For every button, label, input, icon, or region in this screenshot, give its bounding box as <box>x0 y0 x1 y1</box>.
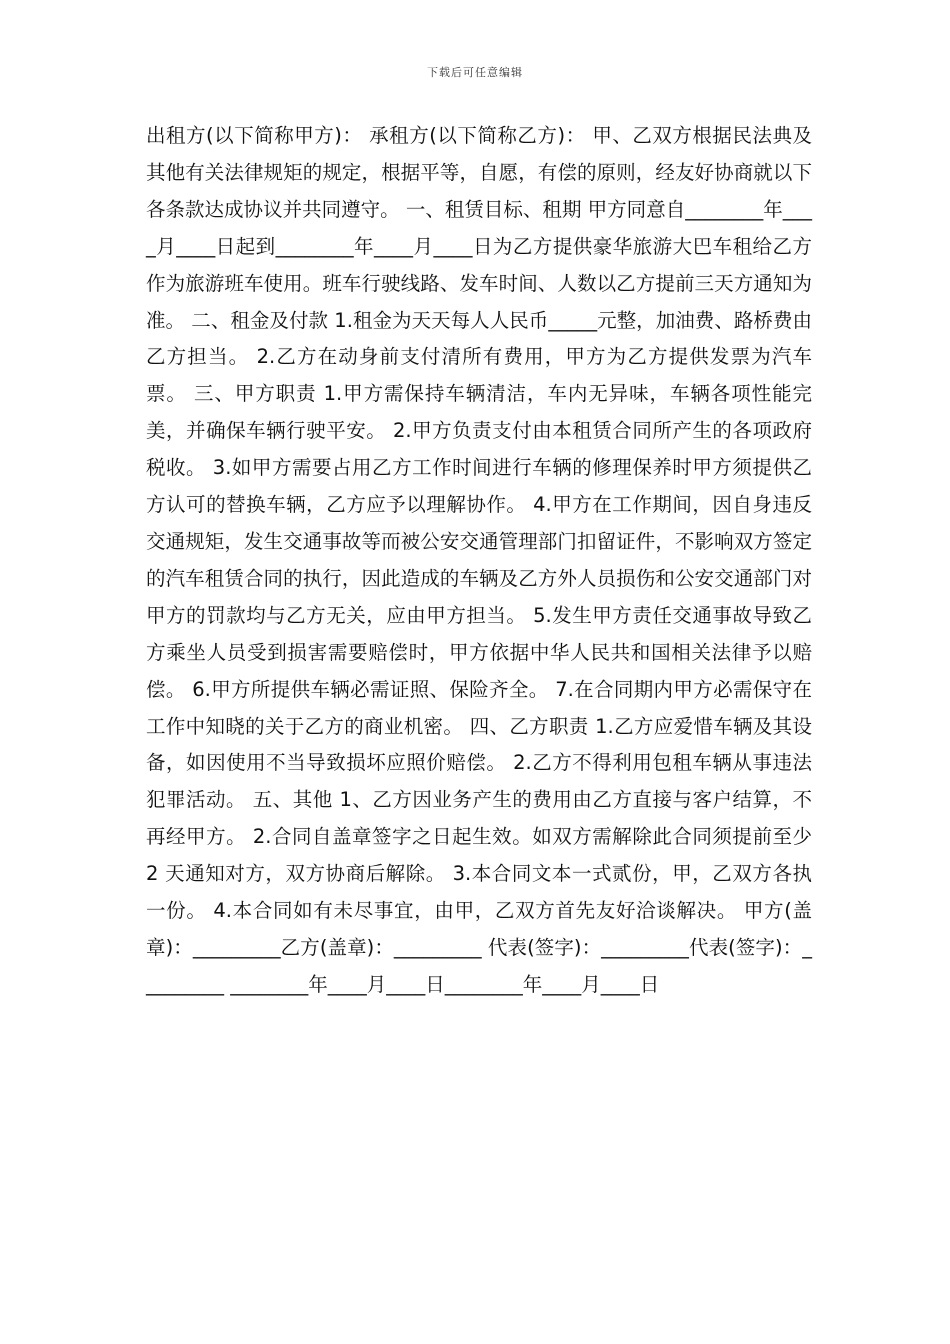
contract-body-text: 出租方(以下简称甲方)： 承租方(以下简称乙方)： 甲、乙双方根据民法典及其他有关法律规矩的规定，根据平等，自愿，有偿的原则，经友好协商就以下各条款达成协议并共同遵守。 一、租赁目标、租期 甲方同意自________年____月____日起到________年____月____日为乙方提供豪华旅游大巴车租给乙方作为旅游班车使用。班车行驶线路、发车时间、人数以乙方提前三天方通知为准。 二、租金及付款 1.租金为天天每人人民币_____元整，加油费、路桥费由乙方担当。 2.乙方在动身前支付清所有费用，甲方为乙方提供发票为汽车票。 三、甲方职责 1.甲方需保持车辆清洁，车内无异味，车辆各项性能完美，并确保车辆行驶平安。 2.甲方负责支付由本租赁合同所产生的各项政府税收。 3.如甲方需要占用乙方工作时间进行车辆的修理保养时甲方须提供乙方认可的替换车辆，乙方应予以理解协作。 4.甲方在工作期间，因自身违反交通规矩，发生交通事故等而被公安交通管理部门扣留证件，不影响双方签定的汽车租赁合同的执行，因此造成的车辆及乙方外人员损伤和公安交通部门对甲方的罚款均与乙方无关，应由甲方担当。 5.发生甲方责任交通事故导致乙方乘坐人员受到损害需要赔偿时，甲方依据中华人民共和国相关法律予以赔偿。 6.甲方所提供车辆必需证照、保险齐全。 7.在合同期内甲方必需保守在工作中知晓的关于乙方的商业机密。 四、乙方职责 1.乙方应爱惜车辆及其设备，如因使用不当导致损坏应照价赔偿。 2.乙方不得利用包租车辆从事违法犯罪活动。 五、其他 1、乙方因业务产生的费用由乙方直接与客户结算，不再经甲方。 2.合同自盖章签字之日起生效。如双方需解除此合同须提前至少 2 天通知对方，双方协商后解除。 3.本合同文本一式贰份，甲，乙双方各执一份。 4.本合同如有未尽事宜，由甲，乙双方首先友好洽谈解决。 甲方(盖章)：_________乙方(盖章)：_________ 代表(签字)：_________代表(签字)：_________ ________年____月____日________年____月____日 <box>146 124 812 996</box>
page-header: 下载后可任意编辑 <box>427 66 523 79</box>
